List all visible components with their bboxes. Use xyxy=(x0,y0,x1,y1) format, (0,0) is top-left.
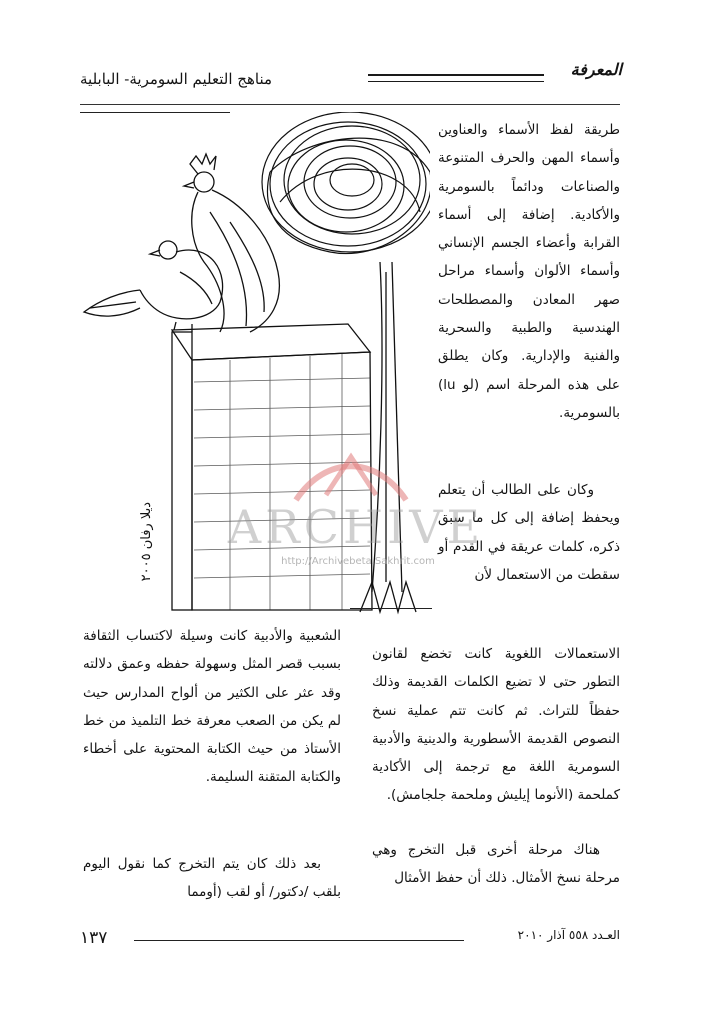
illustration-frame-bottom xyxy=(350,608,432,609)
artist-signature: ديلا رفان ٢٠٠٥ xyxy=(139,502,154,582)
paragraph: طريقة لفظ الأسماء والعناوين وأسماء المهن والحرف المتنوعة والصناعات ودائماً بالسومرية والأكادية. إضافة إلى أسماء القرابة وأعضاء الجسم الإنساني وأسماء الألوان وأسماء مراحل صهر المعادن والمصطلحات الهندسية والطبية والسحرية والفنية والإدارية. وكان يطلق على هذه المرحلة اسم (لو lu) بالسومرية. xyxy=(438,122,620,421)
page-number: ١٣٧ xyxy=(80,928,108,948)
paragraph: هناك مرحلة أخرى قبل التخرج وهي مرحلة نسخ الأمثال. ذلك أن حفظ الأمثال xyxy=(372,842,620,887)
footer-rule xyxy=(134,940,464,941)
paragraph: بعد ذلك كان يتم التخرج كما نقول اليوم بلقب /دكتور/ أو لقب (أومما xyxy=(83,856,341,901)
watermark-logo-icon xyxy=(286,445,416,505)
paragraph: وكان على الطالب أن يتعلم ويحفظ إضافة إلى كل ما سبق ذكره، كلمات عريقة في القدم أو سقطت من الاستعمال لأن xyxy=(438,482,620,583)
magazine-masthead: المعرفة xyxy=(570,60,622,79)
body-text-wide-1 xyxy=(372,640,620,810)
header-rule xyxy=(368,74,544,82)
watermark-word: ARCHIVE xyxy=(227,500,485,554)
header-underline xyxy=(80,104,620,105)
body-text-left-2 xyxy=(83,850,341,907)
body-text-left-1 xyxy=(83,622,341,792)
watermark-url: http://Archivebeta.Sakhrit.com xyxy=(281,556,435,567)
body-text-wide-2 xyxy=(372,836,620,893)
running-title: مناهج التعليم السومرية- البابلية xyxy=(80,70,273,88)
paragraph: الشعبية والأدبية كانت وسيلة لاكتساب الثقافة بسبب قصر المثل وسهولة حفظه وعمق دلالته وقد عثر على الكثير من ألواح المدارس حيث لم يكن من الصعب معرفة خط التلميذ من خط الأستاذ من حيث الكتابة المحتوية على أخطاء والكتابة المتقنة السليمة. xyxy=(83,628,341,786)
paragraph: الاستعمالات اللغوية كانت تخضع لقانون التطور حتى لا تضيع الكلمات القديمة وذلك حفظاً للتراث. ثم كانت تتم عملية نسخ النصوص القديمة الأسطورية والدينية والأدبية السومرية اللغة مع ترجمة إلى الأكادية كملحمة (الأنوما إيليش وملحمة جلجامش). xyxy=(372,646,620,804)
body-text-right-1 xyxy=(438,116,620,427)
issue-info: العـدد ٥٥٨ آذار ٢٠١٠ xyxy=(517,928,620,942)
